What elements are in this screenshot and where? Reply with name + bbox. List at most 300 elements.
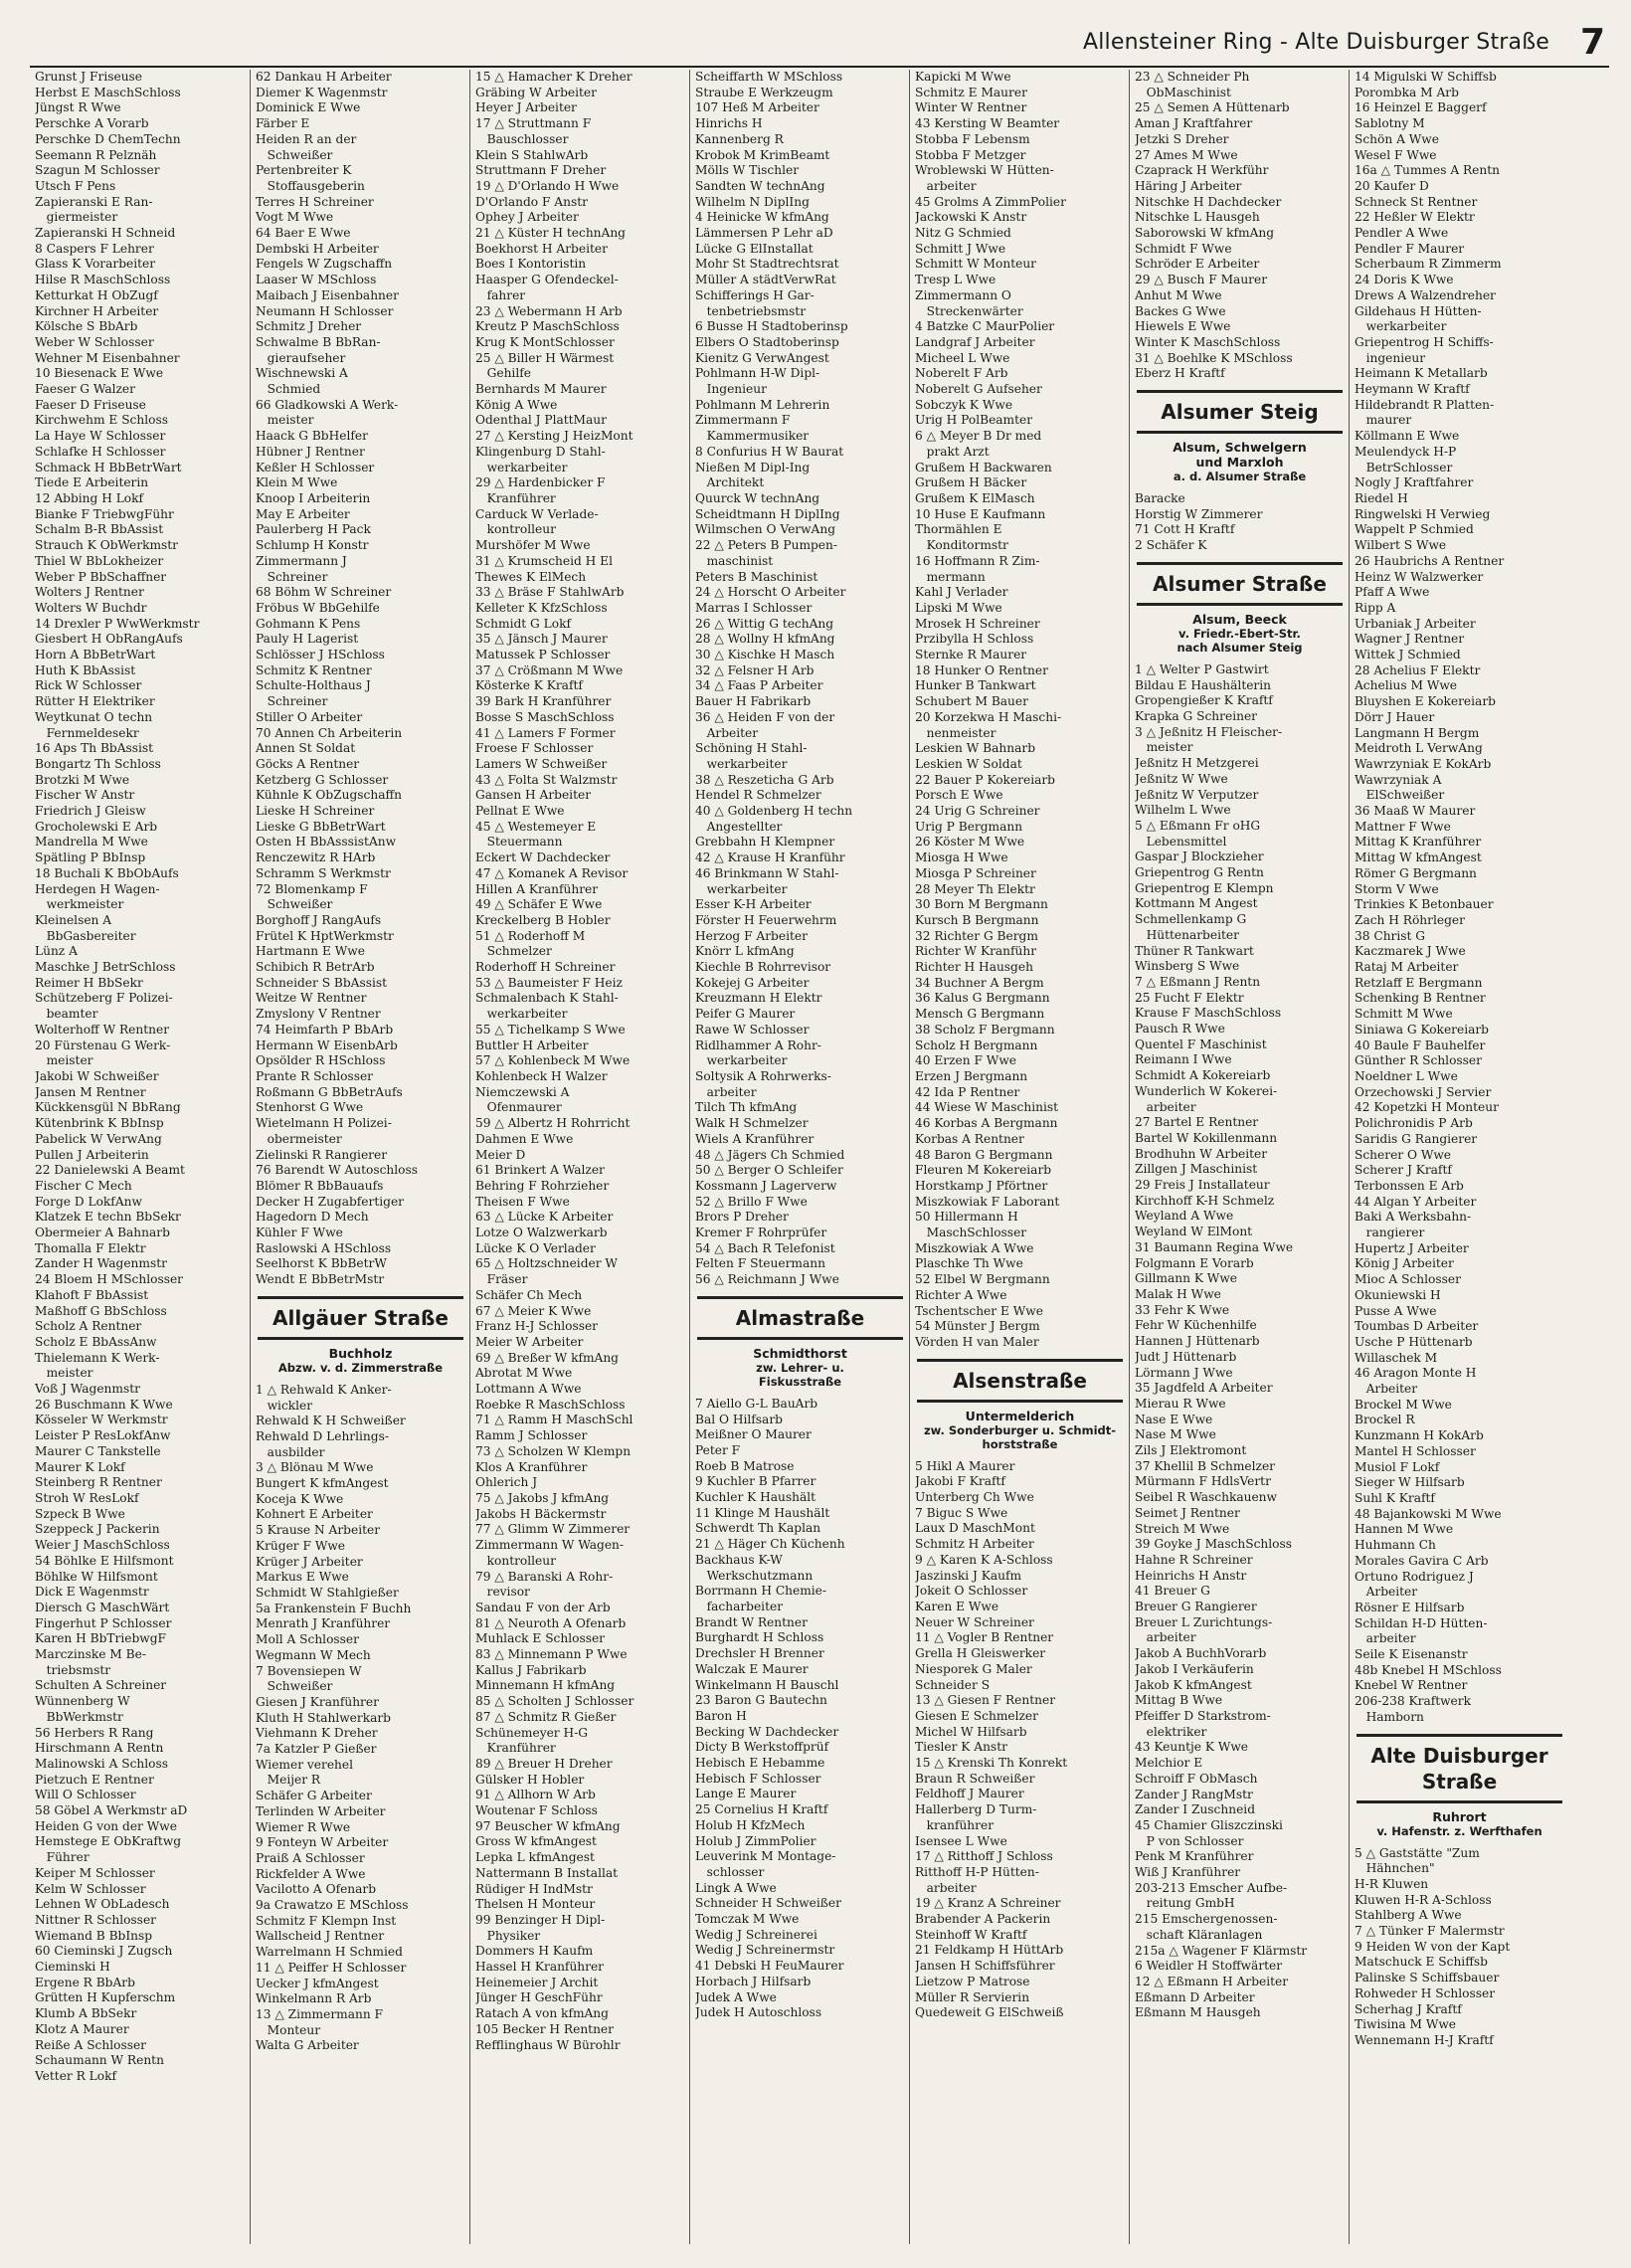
directory-entry: 41 Debski H FeuMaurer — [695, 1959, 844, 1974]
directory-entry: Wiß J Kranführer — [1135, 1865, 1241, 1880]
directory-entry: elektriker — [1135, 1724, 1207, 1739]
directory-entry: Pabelick W VerwAng — [35, 1131, 162, 1146]
directory-entry: Quedeweit G ElSchweiß — [915, 2005, 1064, 2020]
directory-entry: Judek A Wwe — [695, 1989, 777, 2004]
directory-entry: Hemstege E ObKraftwg — [35, 1834, 182, 1849]
directory-entry: Gropengießer K Kraftf — [1135, 693, 1273, 708]
directory-entry: 21 △ Küster H technAng — [475, 226, 626, 241]
directory-entry: 1 △ Welter P Gastwirt — [1135, 662, 1269, 676]
directory-entry: Schreiner — [256, 694, 328, 709]
directory-entry: 72 Blomenkamp F — [256, 881, 368, 896]
directory-entry: Schmellenkamp G — [1135, 912, 1247, 927]
directory-entry: Palinske S Schiffsbauer — [1355, 1971, 1500, 1985]
directory-entry: Terbonssen E Arb — [1355, 1178, 1464, 1193]
street-name: Alsenstraße — [953, 1368, 1087, 1393]
directory-entry: Pietzuch E Rentner — [35, 1772, 154, 1787]
street-extent-note: v. Hafenstr. z. Werfthafen — [1376, 1823, 1542, 1838]
directory-entry: 10 Huse E Kaufmann — [915, 506, 1046, 521]
directory-entry: Herzog F Arbeiter — [695, 928, 808, 943]
directory-entry: Vetter R Lokf — [35, 2069, 116, 2083]
directory-entry: Schubert M Bauer — [915, 694, 1028, 709]
directory-entry: Drechsler H Brenner — [695, 1646, 824, 1661]
directory-entry: Dicty B Werkstoffprüf — [695, 1740, 829, 1755]
directory-entry: 38 △ Reszeticha G Arb — [695, 772, 834, 787]
directory-entry: 79 △ Baranski A Rohr- — [475, 1569, 614, 1584]
directory-entry: Decker H Zugabfertiger — [256, 1194, 404, 1209]
directory-entry: Thelsen H Monteur — [475, 1897, 596, 1912]
directory-entry: Schmidt A Kokereiarb — [1135, 1068, 1271, 1083]
directory-entry: Forge D LokfAnw — [35, 1194, 142, 1209]
directory-entry: beamter — [35, 1007, 98, 1022]
directory-entry: Arbeiter — [1355, 1585, 1418, 1600]
directory-entry: 5 △ Eßmann Fr oHG — [1135, 818, 1261, 833]
directory-entry: Retzlaff E Bergmann — [1355, 975, 1483, 990]
directory-entry: 66 Gladkowski A Werk- — [256, 397, 399, 412]
directory-entry: Schmitt M Wwe — [1355, 1007, 1453, 1022]
directory-entry: Lieske G BbBetrWart — [256, 819, 386, 834]
directory-entry: 60 Cieminski J Zugsch — [35, 1944, 173, 1959]
directory-entry: Dominick E Wwe — [256, 100, 361, 115]
directory-entry: Wawrzyniak A — [1355, 772, 1442, 787]
directory-entry: Schmitz E Maurer — [915, 85, 1027, 99]
directory-entry: Brandt W Rentner — [695, 1614, 808, 1629]
directory-entry: Kütenbrink K BbInsp — [35, 1116, 164, 1131]
directory-entry: Schalm B-R BbAssist — [35, 522, 164, 537]
directory-entry: Fehr W Küchenhilfe — [1135, 1318, 1257, 1333]
directory-entry: Nitz G Schmied — [915, 226, 1011, 241]
directory-entry: Schäfer G Arbeiter — [256, 1789, 372, 1803]
directory-entry: Czaprack H Werkführ — [1135, 163, 1269, 178]
directory-entry: Hannen J Hüttenarb — [1135, 1334, 1260, 1349]
directory-entry: 54 Böhlke E Hilfsmont — [35, 1553, 174, 1568]
directory-entry: Karen H BbTriebwgF — [35, 1631, 166, 1646]
directory-entry: 26 Haubrichs A Rentner — [1355, 553, 1505, 568]
directory-entry: Sablotny M — [1355, 116, 1425, 131]
directory-entry: 107 Heß M Arbeiter — [695, 100, 819, 115]
directory-entry: Gülsker H Hobler — [475, 1772, 585, 1787]
directory-entry: Menrath J Kranführer — [256, 1616, 391, 1631]
directory-entry: 89 △ Breuer H Dreher — [475, 1756, 613, 1771]
directory-entry: 206-238 Kraftwerk — [1355, 1694, 1471, 1709]
directory-entry: 39 Bark H Kranführer — [475, 694, 612, 709]
directory-entry: Melchior E — [1135, 1756, 1203, 1771]
directory-entry: Krug K MontSchlosser — [475, 334, 615, 349]
directory-entry: Marras I Schlosser — [695, 600, 813, 615]
directory-entry: Wegmann W Mech — [256, 1647, 371, 1662]
directory-entry: Meijer R — [256, 1773, 321, 1788]
directory-entry: Miszkowiak F Laborant — [915, 1194, 1060, 1209]
directory-entry: arbeiter — [695, 1084, 757, 1099]
directory-entry: ausbilder — [256, 1444, 325, 1459]
directory-entry: Rohweder H Schlosser — [1355, 1985, 1496, 2000]
directory-entry: Fräser — [475, 1272, 528, 1287]
directory-entry: Holub H KfzMech — [695, 1817, 806, 1832]
directory-entry: 5a Frankenstein F Buchh — [256, 1601, 412, 1615]
street-extent-note: v. Friedr.-Ebert-Str. nach Alsumer Steig — [1177, 626, 1303, 655]
directory-entry: Lepka L kfmAngest — [475, 1850, 595, 1865]
directory-entry: Brockel R — [1355, 1413, 1415, 1427]
directory-entry: Grocholewski E Arb — [35, 819, 158, 834]
directory-entry: Aman J Kraftfahrer — [1135, 116, 1253, 131]
directory-entry: Kreuzmann H Elektr — [695, 991, 822, 1006]
directory-entry: Stiller O Arbeiter — [256, 709, 363, 724]
directory-entry: 46 Brinkmann W Stahl- — [695, 865, 839, 880]
district-name: Schmidthorst — [753, 1345, 847, 1361]
directory-entry: Pauly H Lagerist — [256, 632, 359, 647]
directory-entry: Meidroth L VerwAng — [1355, 741, 1483, 756]
directory-entry: Soltysik A Rohrwerks- — [695, 1069, 831, 1083]
directory-entry: Vörden H van Maler — [915, 1334, 1039, 1349]
directory-entry: 35 Jagdfeld A Arbeiter — [1135, 1381, 1273, 1396]
directory-entry: 7 △ Tünker F Malermstr — [1355, 1924, 1505, 1939]
directory-entry: Tschentscher E Wwe — [915, 1303, 1043, 1318]
street-section-heading — [1137, 390, 1343, 434]
directory-entry: Reimer H BbSekr — [35, 975, 143, 990]
directory-entry: 65 △ Holtzschneider W — [475, 1256, 618, 1271]
directory-entry: Weytkunat O techn — [35, 709, 153, 724]
directory-entry: Erzen J Bergmann — [915, 1069, 1028, 1083]
street-extent-note: Abzw. v. d. Zimmerstraße — [277, 1360, 444, 1375]
directory-entry: Vacilotto A Ofenarb — [256, 1882, 377, 1897]
directory-entry: Przibylla H Schloss — [915, 632, 1034, 647]
directory-entry: 32 Richter G Bergm — [915, 928, 1038, 943]
directory-entry: Grunst J Friseuse — [35, 70, 143, 84]
directory-entry: Fingerhut P Schlosser — [35, 1615, 172, 1630]
directory-entry: Nase M Wwe — [1135, 1427, 1216, 1442]
directory-entry: 76 Barendt W Autoschloss — [256, 1163, 419, 1178]
directory-entry: Stoffausgeberin — [256, 178, 365, 193]
directory-entry: 50 Hillermann H — [915, 1210, 1018, 1225]
directory-entry: 17 △ Ritthoff J Schloss — [915, 1849, 1053, 1864]
directory-entry: Pullen J Arbeiterin — [35, 1147, 149, 1162]
directory-entry: Hassel H Kranführer — [475, 1960, 605, 1975]
directory-entry: Ingenieur — [695, 382, 767, 397]
directory-column-7 — [1349, 70, 1568, 2244]
directory-entry: Weber W Schlosser — [35, 334, 154, 349]
directory-entry: Mittag B Wwe — [1135, 1693, 1223, 1708]
directory-entry: 52 △ Brillo F Wwe — [695, 1194, 808, 1209]
directory-entry: Klatzek E techn BbSekr — [35, 1210, 181, 1225]
directory-entry: Laux D MaschMont — [915, 1521, 1035, 1536]
directory-entry: Zapieranski E Ran- — [35, 194, 153, 209]
directory-entry: 34 △ Faas P Arbeiter — [695, 678, 823, 693]
directory-entry: Meulendyck H-P — [1355, 444, 1457, 459]
directory-entry: Wolterhoff W Rentner — [35, 1022, 170, 1037]
directory-entry: Leskien W Bahnarb — [915, 741, 1035, 756]
directory-entry: Thiel W BbLokheizer — [35, 553, 164, 568]
directory-entry: Jakob K kfmAngest — [1135, 1677, 1252, 1692]
directory-entry: ingenieur — [1355, 350, 1426, 365]
directory-entry: Jackowski K Anstr — [915, 210, 1027, 225]
directory-entry: nenmeister — [915, 725, 997, 740]
directory-entry: Mrosek H Schreiner — [915, 616, 1040, 631]
directory-entry: 7 △ Eßmann J Rentn — [1135, 974, 1261, 989]
directory-entry: 24 △ Horscht O Arbeiter — [695, 585, 846, 600]
directory-entry: Plaschke Th Wwe — [915, 1256, 1023, 1271]
directory-entry: Ramm J Schlosser — [475, 1428, 588, 1443]
directory-entry: Gaspar J Blockzieher — [1135, 850, 1264, 864]
directory-entry: 56 Herbers R Rang — [35, 1725, 154, 1740]
directory-entry: Unterberg Ch Wwe — [915, 1490, 1034, 1505]
directory-entry: revisor — [475, 1585, 530, 1600]
directory-entry: Anhut M Wwe — [1135, 287, 1222, 302]
directory-entry: 4 Heinicke W kfmAng — [695, 210, 829, 225]
directory-entry: Reimann I Wwe — [1135, 1052, 1232, 1067]
directory-entry: Diersch G MaschWärt — [35, 1600, 170, 1614]
street-name: Allgäuer Straße — [272, 1305, 449, 1330]
directory-entry: Refflinghaus W Bürohlr — [475, 2037, 621, 2052]
directory-entry: Zach H Röhrleger — [1355, 912, 1465, 927]
directory-entry: Zander I Zuschneid — [1135, 1802, 1255, 1817]
directory-entry: Weyland W ElMont — [1135, 1225, 1253, 1239]
directory-entry: Hübner J Rentner — [256, 444, 365, 459]
directory-entry: Rütter H Elektriker — [35, 694, 155, 709]
directory-entry: Weber P BbSchaffner — [35, 569, 167, 584]
directory-entry: Pellnat E Wwe — [475, 804, 565, 819]
directory-entry: 51 △ Roderhoff M — [475, 928, 586, 943]
directory-entry: Spätling P BbInsp — [35, 850, 146, 865]
directory-entry: Gansen H Arbeiter — [475, 788, 592, 803]
directory-entry: 43 Kersting W Beamter — [915, 116, 1060, 131]
directory-entry: 20 Korzekwa H Maschi- — [915, 709, 1062, 724]
directory-entry: Schmidt F Wwe — [1135, 241, 1232, 256]
directory-entry: Wiemer R Wwe — [256, 1819, 351, 1834]
directory-entry: 11 Klinge M Haushält — [695, 1505, 830, 1520]
directory-entry: Rehwald K H Schweißer — [256, 1414, 406, 1428]
directory-entry: 37 △ Crößmann M Wwe — [475, 662, 624, 677]
directory-entry: Eßmann M Hausgeh — [1135, 2005, 1261, 2020]
directory-entry: Borrmann H Chemie- — [695, 1584, 827, 1599]
directory-entry: Thormählen E — [915, 522, 1002, 537]
directory-entry: 6 Weidler H Stoffwärter — [1135, 1959, 1283, 1974]
directory-columns — [30, 70, 1613, 2244]
directory-entry: Streich M Wwe — [1135, 1521, 1230, 1536]
directory-entry: Kallus J Fabrikarb — [475, 1662, 587, 1677]
directory-entry: Terlinden W Arbeiter — [256, 1803, 386, 1818]
directory-entry: Physiker — [475, 1928, 541, 1943]
directory-entry: 47 △ Komanek A Revisor — [475, 865, 629, 880]
directory-entry: kontrolleur — [475, 522, 556, 537]
directory-entry: ElSchweißer — [1355, 788, 1445, 803]
directory-entry: Konditormstr — [915, 538, 1008, 553]
directory-entry: Pohlmann H-W Dipl- — [695, 366, 820, 381]
directory-entry: Wappelt P Schmied — [1355, 522, 1474, 537]
directory-entry: Wallscheid J Rentner — [256, 1929, 385, 1944]
directory-entry: Wilmschen O VerwAng — [695, 522, 835, 537]
directory-entry: 21 Feldkamp H HüttArb — [915, 1943, 1064, 1958]
directory-entry: Hupertz J Arbeiter — [1355, 1240, 1469, 1255]
directory-entry: Pfeiffer D Starkstrom- — [1135, 1708, 1271, 1723]
directory-entry: Dommers H Kaufm — [475, 1944, 594, 1959]
directory-entry: 36 △ Heiden F von der — [695, 709, 835, 724]
directory-entry: 36 Maaß W Maurer — [1355, 804, 1476, 819]
directory-entry: facharbeiter — [695, 1599, 784, 1613]
directory-entry: Bartel W Kokillenmann — [1135, 1130, 1278, 1145]
directory-entry: Gillmann K Wwe — [1135, 1271, 1237, 1286]
directory-entry: BbWerkmstr — [35, 1709, 123, 1724]
directory-entry: Zimmermann O — [915, 287, 1011, 302]
directory-entry: werkarbeiter — [695, 756, 788, 771]
directory-entry: Schildan H-D Hütten- — [1355, 1615, 1488, 1630]
directory-entry: Hebisch E Hebamme — [695, 1756, 825, 1771]
directory-column-1 — [30, 70, 250, 2244]
directory-entry: 22 Bauer P Kokereiarb — [915, 772, 1055, 787]
directory-entry: 2 Schäfer K — [1135, 538, 1207, 553]
directory-entry: Achelius M Wwe — [1355, 678, 1457, 693]
directory-entry: Nattermann B Installat — [475, 1865, 619, 1880]
directory-entry: Marczinske M Be- — [35, 1647, 146, 1662]
directory-entry: Kienitz G VerwAngest — [695, 350, 829, 365]
directory-entry: prakt Arzt — [915, 444, 990, 459]
directory-entry: Gräbing W Arbeiter — [475, 85, 597, 99]
directory-entry: Pfaff A Wwe — [1355, 585, 1430, 600]
directory-entry: Schmitz K Rentner — [256, 662, 372, 677]
directory-entry: Walk H Schmelzer — [695, 1116, 809, 1131]
directory-entry: 1 △ Rehwald K Anker- — [256, 1382, 392, 1397]
directory-entry: Böhlke W Hilfsmont — [35, 1569, 158, 1584]
directory-entry: P von Schlosser — [1135, 1833, 1244, 1848]
directory-entry: Micheel L Wwe — [915, 350, 1010, 365]
directory-entry: 8 Confurius H W Baurat — [695, 444, 844, 459]
directory-entry: 46 Aragon Monte H — [1355, 1366, 1477, 1381]
directory-entry: Miosga P Schreiner — [915, 865, 1036, 880]
directory-entry: Wilhelm N DiplIng — [695, 194, 810, 209]
directory-entry: Schweißer — [256, 1679, 333, 1694]
directory-entry: 5 Hikl A Maurer — [915, 1458, 1015, 1473]
directory-entry: Kottmann M Angest — [1135, 896, 1258, 911]
directory-entry: BbGasbereiter — [35, 928, 136, 943]
directory-entry: Pertenbreiter K — [256, 163, 352, 178]
directory-entry: Zander J RangMstr — [1135, 1787, 1253, 1801]
directory-entry: Niemczewski A — [475, 1084, 570, 1099]
directory-entry: Scholz A Rentner — [35, 1319, 142, 1334]
directory-entry: Jokeit O Schlosser — [915, 1584, 1028, 1599]
directory-entry: 24 Doris K Wwe — [1355, 273, 1454, 287]
directory-entry: Schmidt W Stahlgießer — [256, 1585, 399, 1600]
directory-entry: Schneider S BbAssist — [256, 975, 388, 990]
directory-entry: König J Arbeiter — [1355, 1256, 1454, 1271]
directory-entry: 71 Cott H Kraftf — [1135, 522, 1235, 537]
directory-entry: Jakob I Verkäuferin — [1135, 1661, 1254, 1676]
directory-entry: arbeiter — [915, 1880, 977, 1895]
directory-entry: 77 △ Glimm W Zimmerer — [475, 1522, 631, 1537]
directory-entry: 45 Chamier Gliszczinski — [1135, 1817, 1283, 1832]
directory-entry: Grebbahn H Klempner — [695, 835, 835, 850]
directory-entry: 15 △ Krenski Th Konrekt — [915, 1756, 1068, 1771]
directory-entry: Toumbas D Arbeiter — [1355, 1319, 1479, 1334]
directory-entry: Wawrzyniak E KokArb — [1355, 756, 1492, 771]
directory-entry: 42 △ Krause H Kranführ — [695, 850, 845, 865]
directory-entry: Peters B Maschinist — [695, 569, 818, 584]
directory-entry: Strauch K ObWerkmstr — [35, 538, 178, 553]
directory-entry: Horstig W Zimmerer — [1135, 506, 1263, 521]
directory-entry: Grußem H Bäcker — [915, 475, 1027, 490]
directory-entry: Kirchwehm E Schloss — [35, 413, 168, 428]
directory-entry: Heiden G von der Wwe — [35, 1818, 177, 1833]
directory-entry: Nogly J Kraftfahrer — [1355, 475, 1474, 490]
directory-entry: Mantel H Schlosser — [1355, 1443, 1476, 1458]
street-name: Alsumer Steig — [1161, 400, 1319, 425]
directory-entry: 42 Ida P Rentner — [915, 1084, 1020, 1099]
directory-entry: Neumann H Schlosser — [256, 303, 394, 318]
directory-entry: Griepentrog H Schiffs- — [1355, 334, 1494, 349]
directory-entry: mermann — [915, 569, 986, 584]
directory-entry: 6 Busse H Stadtoberinsp — [695, 319, 848, 334]
directory-entry: 67 △ Meier K Wwe — [475, 1303, 592, 1318]
directory-entry: Zils J Elektromont — [1135, 1443, 1247, 1458]
directory-entry: Nitschke H Dachdecker — [1135, 194, 1282, 209]
directory-entry: Schulten A Schreiner — [35, 1678, 167, 1693]
directory-entry: Scherbaum R Zimmerm — [1355, 257, 1502, 272]
directory-entry: ObMaschinist — [1135, 85, 1231, 99]
directory-entry: 41 △ Lamers F Former — [475, 725, 616, 740]
directory-entry: Breuer G Rangierer — [1135, 1600, 1257, 1614]
directory-entry: Sandten W technAng — [695, 178, 825, 193]
directory-entry: Ripp A — [1355, 600, 1396, 615]
directory-entry: gieraufseher — [256, 350, 346, 365]
directory-entry: Sternke R Maurer — [915, 648, 1027, 662]
directory-entry: Förster H Feuerwehrm — [695, 912, 837, 927]
district-name: Buchholz — [328, 1345, 393, 1361]
directory-entry: Lipski M Wwe — [915, 600, 1002, 615]
directory-entry: Mensch G Bergmann — [915, 1007, 1045, 1022]
directory-entry: Bongartz Th Schloss — [35, 756, 161, 771]
directory-entry: Walta G Arbeiter — [256, 2038, 359, 2053]
directory-entry: Opsölder R HSchloss — [256, 1053, 386, 1068]
directory-entry: Ridlhammer A Rohr- — [695, 1038, 821, 1052]
directory-entry: 41 Breuer G — [1135, 1584, 1210, 1599]
directory-entry: Kohnert E Arbeiter — [256, 1507, 373, 1522]
directory-entry: Feldhoff J Maurer — [915, 1787, 1024, 1801]
directory-entry: 7 Biguc S Wwe — [915, 1505, 1008, 1520]
directory-entry: 56 △ Reichmann J Wwe — [695, 1272, 839, 1287]
directory-entry: rangierer — [1355, 1226, 1425, 1240]
directory-entry: Griepentrog E Klempn — [1135, 880, 1274, 895]
directory-entry: 75 △ Jakobs J kfmAng — [475, 1490, 610, 1505]
directory-entry: 7 Bovensiepen W — [256, 1663, 362, 1678]
directory-entry: 29 △ Busch F Maurer — [1135, 273, 1268, 287]
directory-entry: 73 △ Scholzen W Klempn — [475, 1443, 632, 1458]
directory-entry: maurer — [1355, 413, 1412, 428]
directory-entry: Dembski H Arbeiter — [256, 241, 379, 256]
directory-entry: Römer G Bergmann — [1355, 865, 1477, 880]
directory-entry: Horbach J Hilfsarb — [695, 1974, 812, 1988]
directory-entry: 28 Meyer Th Elektr — [915, 881, 1035, 896]
directory-entry: Murshöfer M Wwe — [475, 538, 591, 553]
directory-entry: Weitze W Rentner — [256, 991, 367, 1006]
directory-entry: Schmitt J Wwe — [915, 241, 1006, 256]
directory-entry: Kühnle K ObZugschaffn — [256, 788, 402, 803]
directory-entry: 24 Urig G Schreiner — [915, 804, 1040, 819]
directory-entry: Scheiffarth W MSchloss — [695, 70, 843, 84]
directory-entry: Thielemann K Werk- — [35, 1350, 160, 1365]
directory-entry: Wennemann H-J Kraftf — [1355, 2032, 1494, 2047]
street-extent-note: zw. Lehrer- u. Fiskusstraße — [756, 1360, 844, 1389]
directory-entry: Mittag W kfmAngest — [1355, 850, 1482, 865]
directory-entry: Mierau R Wwe — [1135, 1396, 1226, 1411]
directory-entry: Günther R Schlosser — [1355, 1053, 1482, 1068]
directory-entry: Tilch Th kfmAng — [695, 1100, 798, 1115]
directory-entry: tenbetriebsmstr — [695, 303, 807, 318]
directory-entry: Kohlenbeck H Walzer — [475, 1069, 608, 1083]
directory-entry: Lehnen W ObLadesch — [35, 1897, 170, 1912]
directory-entry: Schneck St Rentner — [1355, 194, 1478, 209]
directory-entry: Wiels A Kranführer — [695, 1131, 815, 1146]
directory-entry: Vogt M Wwe — [256, 210, 334, 225]
directory-entry: 34 Buchner A Bergm — [915, 975, 1044, 990]
directory-entry: Osten H BbAsssistAnw — [256, 835, 397, 850]
directory-entry: Huhmann Ch — [1355, 1538, 1436, 1553]
